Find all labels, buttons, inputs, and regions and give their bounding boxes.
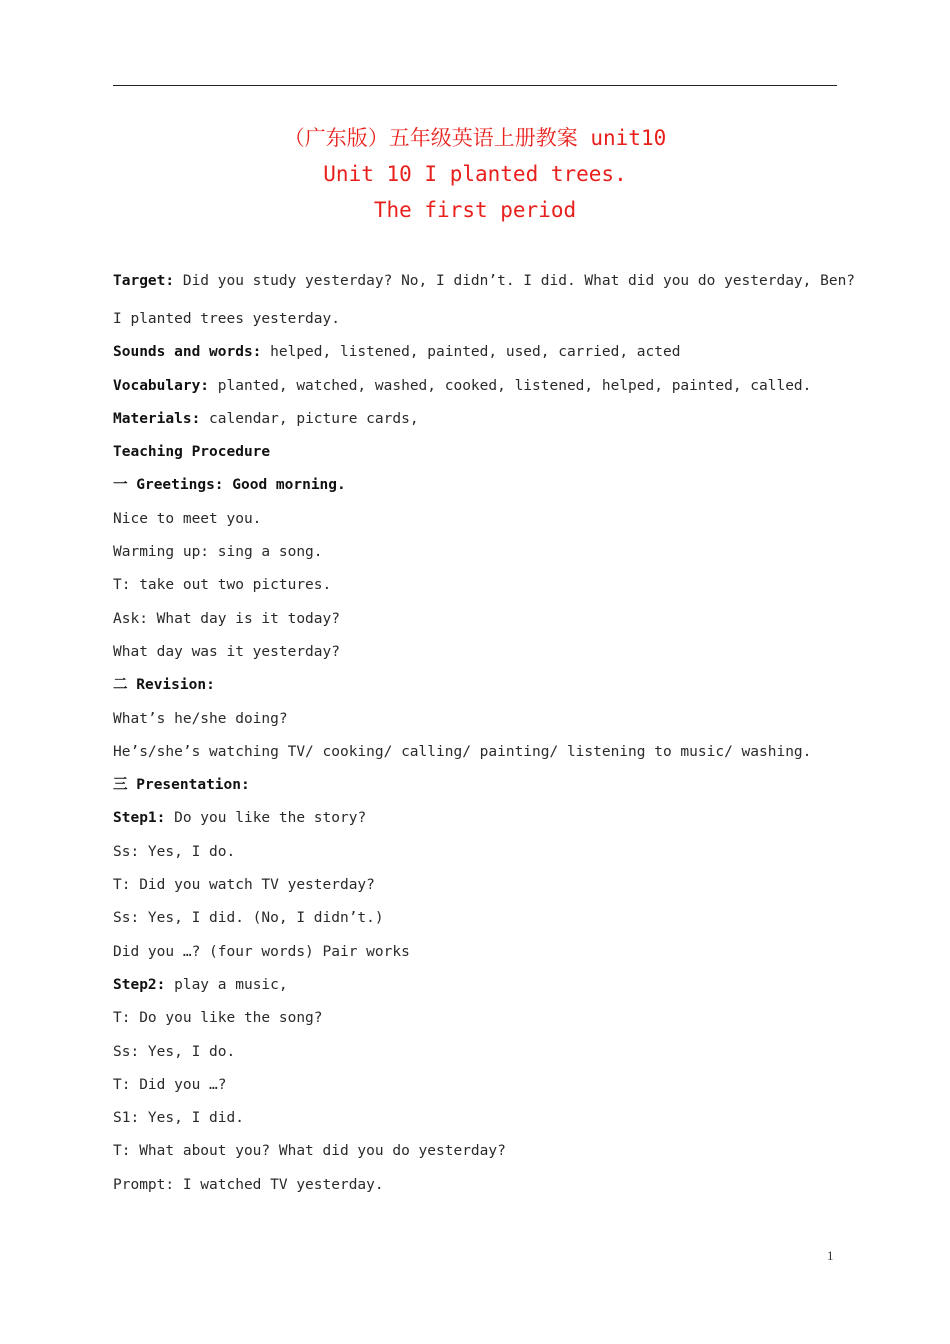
document-title: （广东版）五年级英语上册教案 unit10	[283, 126, 667, 150]
step2-line-6: Prompt: I watched TV yesterday.	[113, 1176, 384, 1193]
step2-line	[113, 969, 843, 1002]
greet-line-3: T: take out two pictures.	[113, 577, 332, 594]
step1-line-2: T: Did you watch TV yesterday?	[113, 877, 375, 894]
revision-heading: 二 Revision:	[113, 677, 215, 694]
sounds-label: Sounds and words:	[113, 344, 262, 361]
vocabulary-text: planted, watched, washed, cooked, listened, helped, painted, called.	[209, 377, 812, 394]
greet-line-4: Ask: What day is it today?	[113, 610, 340, 627]
presentation-heading: 三 Presentation:	[113, 777, 250, 794]
procedure-heading: Teaching Procedure	[113, 444, 271, 461]
materials-label: Materials:	[113, 410, 201, 427]
step2-line-1: T: Do you like the song?	[113, 1010, 323, 1027]
step1-label: Step1:	[113, 810, 166, 827]
period-title: The first period	[373, 198, 577, 222]
target-text: Did you study yesterday? No, I didn’t. I did. What did you do yesterday, Ben?	[174, 273, 856, 289]
step1-line-1: Ss: Yes, I do.	[113, 843, 236, 860]
step2-line-2: Ss: Yes, I do.	[113, 1043, 236, 1060]
target-continuation: I planted trees yesterday.	[113, 311, 340, 327]
step1-line	[113, 802, 843, 835]
target-label: Target:	[113, 273, 175, 289]
revision-line-1: What’s he/she doing?	[113, 710, 288, 727]
greet-line-1: Nice to meet you.	[113, 510, 262, 527]
step2-line-4: S1: Yes, I did.	[113, 1110, 244, 1127]
step1-line-4: Did you …? (four words) Pair works	[113, 943, 410, 960]
step2-label: Step2:	[113, 976, 166, 993]
step2-text: play a music,	[165, 976, 288, 993]
materials-text: calendar, picture cards,	[200, 410, 419, 427]
document-title-block	[0, 120, 950, 228]
header-rule	[113, 85, 837, 86]
page-number: 1	[827, 1248, 834, 1263]
greet-line-5: What day was it yesterday?	[113, 643, 340, 660]
vocabulary-line	[113, 370, 843, 403]
vocabulary-label: Vocabulary:	[113, 377, 210, 394]
step2-line-3: T: Did you …?	[113, 1076, 227, 1093]
target-line	[113, 266, 856, 303]
revision-line-2: He’s/she’s watching TV/ cooking/ calling/ painting/ listening to music/ washing.	[113, 743, 812, 760]
greet-line-2: Warming up: sing a song.	[113, 544, 323, 561]
step2-line-5: T: What about you? What did you do yesterday?	[113, 1143, 506, 1160]
materials-line	[113, 403, 843, 436]
greetings-heading: 一 Greetings: Good morning.	[113, 477, 346, 494]
unit-title: Unit 10 I planted trees.	[323, 162, 627, 186]
sounds-text: helped, listened, painted, used, carried, acted	[261, 344, 681, 361]
sounds-line	[113, 336, 843, 369]
step1-line-3: Ss: Yes, I did. (No, I didn’t.)	[113, 910, 384, 927]
step1-text: Do you like the story?	[165, 810, 367, 827]
lesson-plan-body	[113, 266, 856, 1202]
